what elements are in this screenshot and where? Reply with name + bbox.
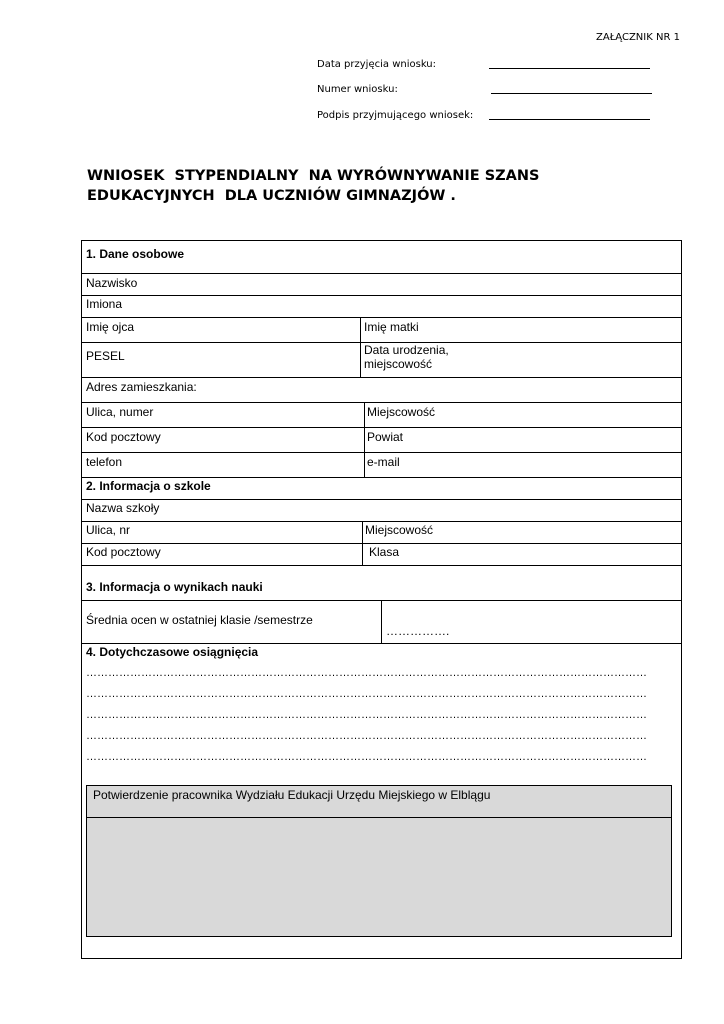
section-personal-data-heading: 1. Dane osobowe xyxy=(86,247,185,261)
form-title-line-1: WNIOSEK STYPENDIALNY NA WYRÓWNYWANIE SZANS xyxy=(87,168,540,184)
column-divider xyxy=(381,600,382,643)
row-divider xyxy=(82,377,681,378)
row-divider xyxy=(82,452,681,453)
section-school-heading: 2. Informacja o szkole xyxy=(86,479,211,493)
first-names-field[interactable]: Imiona xyxy=(86,297,123,311)
row-divider xyxy=(82,521,681,522)
attachment-number: ZAŁĄCZNIK NR 1 xyxy=(596,32,680,43)
row-divider xyxy=(82,543,681,544)
district-field[interactable]: Powiat xyxy=(367,430,404,444)
achievements-line-1[interactable]: ……………………………………………………………………………………………………………………………………… xyxy=(86,667,647,679)
birth-date-place-field[interactable] xyxy=(364,343,449,371)
row-divider xyxy=(82,427,681,428)
form-title xyxy=(87,166,647,206)
row-divider xyxy=(82,402,681,403)
section-achievements-heading: 4. Dotychczasowe osiągnięcia xyxy=(86,645,259,659)
row-divider xyxy=(82,477,681,478)
postal-code-field[interactable]: Kod pocztowy xyxy=(86,430,161,444)
application-number-label: Numer wniosku: xyxy=(317,84,398,95)
row-divider xyxy=(82,499,681,500)
surname-field[interactable]: Nazwisko xyxy=(86,276,138,290)
form-title-line-2: EDUKACYJNYCH DLA UCZNIÓW GIMNAZJÓW . xyxy=(87,188,456,204)
school-city-field[interactable]: Miejscowość xyxy=(365,523,434,537)
class-field[interactable]: Klasa xyxy=(369,545,400,559)
column-divider xyxy=(364,402,365,477)
achievements-line-5[interactable]: ……………………………………………………………………………………………………………………………………… xyxy=(86,751,647,763)
application-form xyxy=(81,240,682,959)
receiver-signature-line[interactable] xyxy=(489,119,650,120)
pesel-field[interactable]: PESEL xyxy=(86,349,125,363)
confirmation-box xyxy=(86,785,672,937)
address-label: Adres zamieszkania: xyxy=(86,380,197,394)
column-divider xyxy=(362,521,363,565)
achievements-line-4[interactable]: ……………………………………………………………………………………………………………………………………… xyxy=(86,730,647,742)
row-divider xyxy=(82,295,681,296)
school-street-field[interactable]: Ulica, nr xyxy=(86,523,131,537)
school-postal-code-field[interactable]: Kod pocztowy xyxy=(86,545,161,559)
grade-average-label: Średnia ocen w ostatniej klasie /semestrze xyxy=(86,613,313,627)
phone-field[interactable]: telefon xyxy=(86,455,123,469)
column-divider xyxy=(360,317,361,377)
row-divider xyxy=(82,273,681,274)
grade-average-value[interactable]: ……………. xyxy=(386,624,450,638)
email-field[interactable]: e-mail xyxy=(367,455,400,469)
row-divider xyxy=(82,643,681,644)
section-results-heading: 3. Informacja o wynikach nauki xyxy=(86,580,263,594)
row-divider xyxy=(82,565,681,566)
receiver-signature-label: Podpis przyjmującego wniosek: xyxy=(317,110,474,121)
row-divider xyxy=(82,317,681,318)
confirmation-label: Potwierdzenie pracownika Wydziału Edukacji Urzędu Miejskiego w Elblągu xyxy=(93,788,491,802)
street-field[interactable]: Ulica, numer xyxy=(86,405,154,419)
date-received-label: Data przyjęcia wniosku: xyxy=(317,59,437,70)
city-field[interactable]: Miejscowość xyxy=(367,405,436,419)
confirmation-divider xyxy=(87,817,671,818)
achievements-line-2[interactable]: ……………………………………………………………………………………………………………………………………… xyxy=(86,688,647,700)
application-number-line[interactable] xyxy=(491,93,652,94)
father-name-field[interactable]: Imię ojca xyxy=(86,320,135,334)
birth-date-label: Data urodzenia, xyxy=(364,343,449,357)
achievements-line-3[interactable]: ……………………………………………………………………………………………………………………………………… xyxy=(86,709,647,721)
birth-place-label: miejscowość xyxy=(364,357,433,371)
date-received-line[interactable] xyxy=(489,68,650,69)
mother-name-field[interactable]: Imię matki xyxy=(364,320,419,334)
school-name-field[interactable]: Nazwa szkoły xyxy=(86,501,160,515)
